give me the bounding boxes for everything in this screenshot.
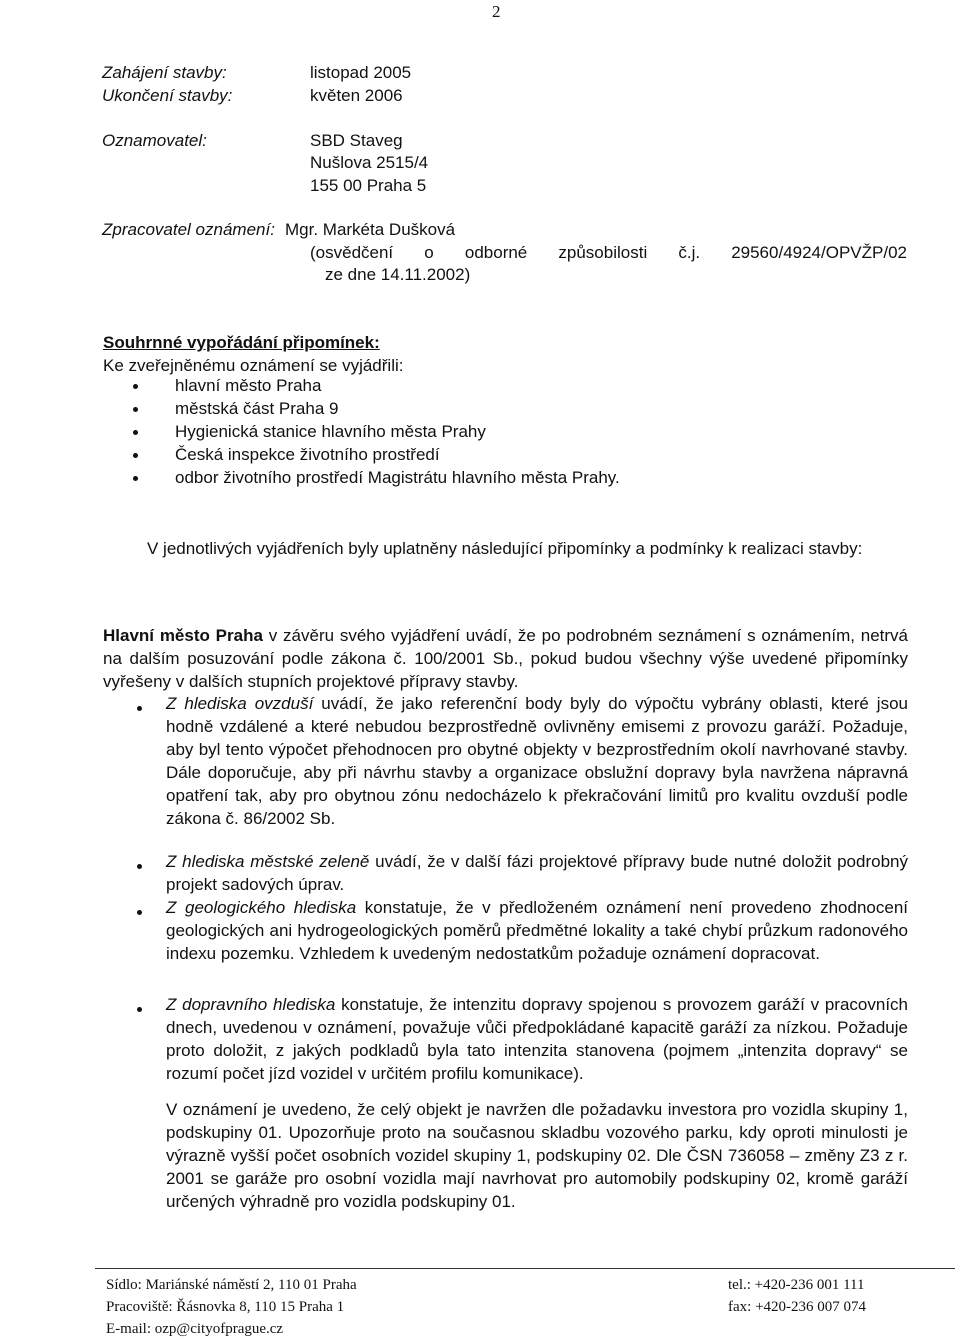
point-text: uvádí, že jako referenční body byly do výpočtu vybrány oblasti, které jsou hodně vzdálené a které nebudou bezprostředně ovlivněny emisemi z provozu garáží. Požaduje, aby byl tento výpočet přehodnocen pro obytné objekty v bezprostředním okolí navrhované stavby. Dále doporučuje, aby při návrhu stavby a organizace obslužní dopravy byla navržena nápravná opatření tak, aby pro obytnou zónu nedocházelo k překračování limitů pro kvalitu ovzduší podle zákona č. 86/2002 Sb. (166, 694, 908, 828)
point-text: konstatuje, že intenzitu dopravy spojenou s provozem garáží v pracovních dnech, uvedenou v oznámení, považuje vůči předpokládané kapacitě garáží za nízkou. Požaduje proto doložit, z jakých podkladů byla tato intenzita stanovena (pojmem „intenzita dopravy“ se rozumí počet jízd vozidel v určitém profilu komunikace). (166, 995, 908, 1083)
bullet-dot (137, 1007, 142, 1012)
bullet-dot (137, 910, 142, 915)
point-topic: Z hlediska městské zeleně (166, 852, 370, 871)
praha-subject: Hlavní město Praha (103, 626, 263, 645)
footer-email: E-mail: ozp@cityofprague.cz (106, 1321, 284, 1337)
notifier-label: Oznamovatel: (102, 131, 207, 150)
point-air (166, 692, 908, 830)
point-text: konstatuje, že v předloženém oznámení není provedeno zhodnocení geologických ani hydrogeologických poměrů předmětné lokality a také chybí průzkum radonového indexu pozemku. Vzhledem k uvedeným nedostatkům požaduje oznámení dopracovat. (166, 898, 908, 963)
point-topic: Z hlediska ovzduší (166, 694, 314, 713)
praha-paragraph (103, 624, 908, 693)
point-text: uvádí, že v další fázi projektové přípravy bude nutné doložit podrobný projekt sadových úprav. (166, 852, 908, 894)
footer-divider (95, 1268, 955, 1269)
prepared-by-label: Zpracovatel oznámení: (102, 220, 275, 239)
end-label: Ukončení stavby: (102, 86, 233, 105)
summary-intro: Ke zveřejněnému oznámení se vyjádřili: (103, 356, 404, 375)
statements-intro: V jednotlivých vyjádřeních byly uplatněny následující připomínky a podmínky k realizaci stavby: (147, 539, 863, 558)
traffic-continuation: V oznámení je uvedeno, že celý objekt je navržen dle požadavku investora pro vozidla skupiny 1, podskupiny 01. Upozorňuje proto na současnou skladbu vozového parku, kdy oproti minulosti je výrazně vyšší počet osobních vozidel skupiny 1, podskupiny 02. Dle ČSN 736058 – změny Z3 z r. 2001 se garáže pro osobní vozidla mají navrhovat pro automobily podskupiny 02, kromě garáží určených výhradně pro vozidla podskupiny 01. (166, 1100, 908, 1211)
start-value: listopad 2005 (310, 63, 412, 82)
prepared-by-name: Mgr. Markéta Dušková (285, 220, 456, 239)
notifier-line: 155 00 Praha 5 (310, 176, 427, 195)
point-traffic (166, 993, 908, 1085)
footer-workplace: Pracoviště: Řásnovka 8, 110 15 Praha 1 (106, 1299, 345, 1315)
praha-text: v závěru svého vyjádření uvádí, že po podrobném seznámení s oznámením, netrvá na dalším posuzování podle zákona č. 100/2001 Sb., pokud budou všechny výše uvedené připomínky vyřešeny v dalších stupních projektové přípravy stavby. (103, 626, 909, 691)
start-label: Zahájení stavby: (102, 63, 227, 82)
summary-heading: Souhrnné vypořádání připomínek: (103, 333, 380, 352)
notifier-line: Nušlova 2515/4 (310, 153, 429, 172)
end-value: květen 2006 (310, 86, 403, 105)
point-topic: Z dopravního hlediska (166, 995, 336, 1014)
point-topic: Z geologického hlediska (166, 898, 357, 917)
prepared-by-date: ze dne 14.11.2002) (325, 265, 471, 284)
page-number: 2 (492, 2, 501, 21)
prepared-by-cert: (osvědčení o odborné způsobilosti č.j. 29560/4924/OPVŽP/02 (310, 243, 907, 262)
point-greenery (166, 850, 908, 896)
bullet-dot (137, 864, 142, 869)
footer-tel: tel.: +420-236 001 111 (728, 1277, 865, 1293)
bullet-dot (137, 706, 142, 711)
footer-fax: fax: +420-236 007 074 (728, 1299, 867, 1315)
notifier-line: SBD Staveg (310, 131, 403, 150)
footer-address: Sídlo: Mariánské náměstí 2, 110 01 Praha (106, 1277, 357, 1293)
point-geology (166, 896, 908, 965)
